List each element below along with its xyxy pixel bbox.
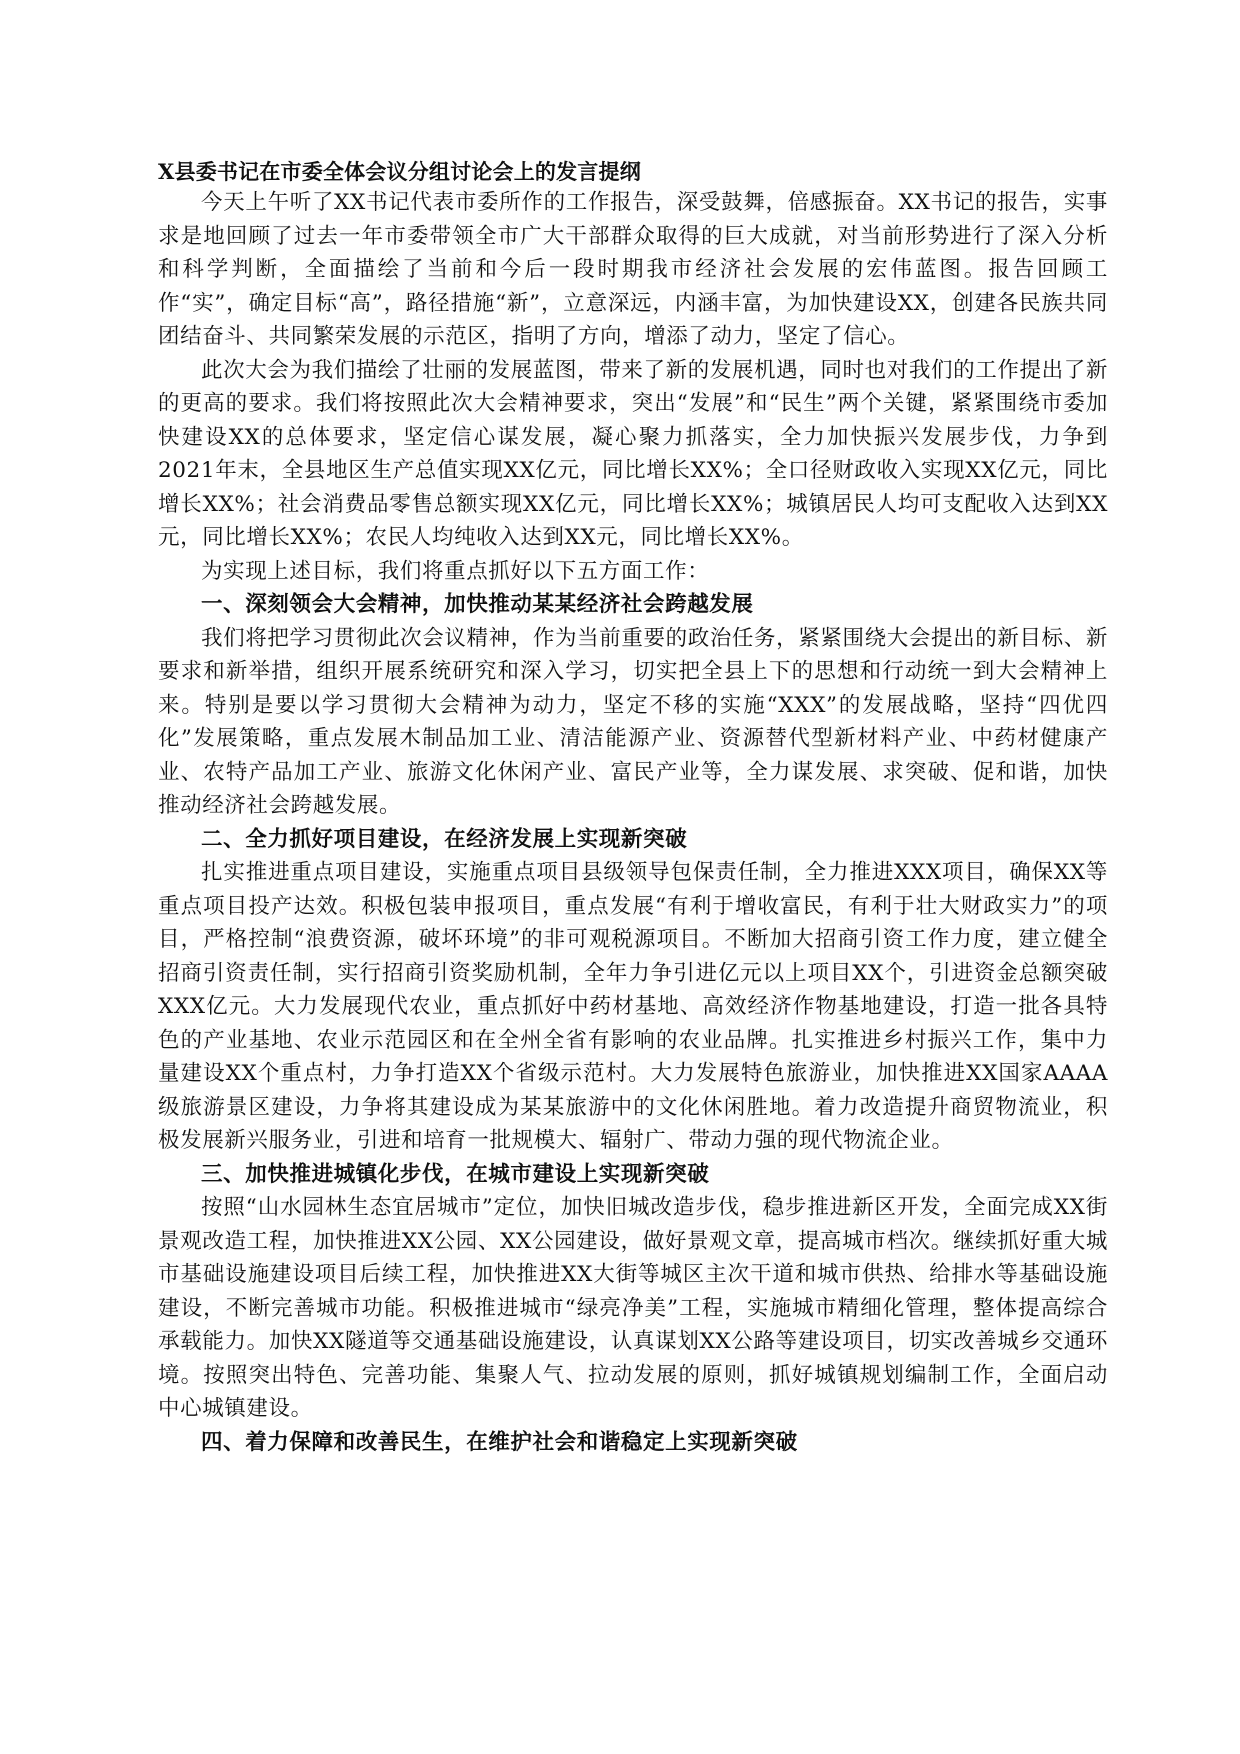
section-heading-1: 一、深刻领会大会精神，加快推动某某经济社会跨越发展 bbox=[201, 592, 754, 617]
paragraph-five-tasks: 为实现上述目标，我们将重点抓好以下五方面工作： bbox=[201, 558, 710, 584]
paragraph-section-3: 按照“山水园林生态宜居城市”定位，加快旧城改造步伐，稳步推进新区开发，全面完成XX街景观改造工程，加快推进XX公园、XX公园建设，做好景观文章，提高城市档次。继续抓好重大城市基础设施建设项目后续工程，加快推进XX大街等城区主次干道和城市供热、给排水等基础设施建设，不断完善城市功能。积极推进城市“绿亮净美”工程，实施城市精细化管理，整体提高综合承载能力。加快XX隧道等交通基础设施建设，认真谋划XX公路等建设项目，切实改善城乡交通环境。按照突出特色、完善功能、集聚人气、拉动发展的原则，抓好城镇规划编制工作，全面启动中心城镇建设。 bbox=[158, 1195, 1108, 1421]
section-heading-4: 四、着力保障和改善民生，在维护社会和谐稳定上实现新突破 bbox=[201, 1429, 798, 1455]
paragraph-section-2: 扎实推进重点项目建设，实施重点项目县级领导包保责任制，全力推进XXX项目，确保XX等重点项目投产达效。积极包装申报项目，重点发展“有利于增收富民，有利于壮大财政实力”的项目，严格控制“浪费资源，破坏环境”的非可观税源项目。不断加大招商引资工作力度，建立健全招商引资责任制，实行招商引资奖励机制，全年力争引进亿元以上项目XX个，引进资金总额突破XXX亿元。大力发展现代农业，重点抓好中药材基地、高效经济作物基地建设，打造一批各具特色的产业基地、农业示范园区和在全州全省有影响的农业品牌。扎实推进乡村振兴工作，集中力量建设XX个重点村，力争打造XX个省级示范村。大力发展特色旅游业，加快推进XX国家AAAA级旅游景区建设，力争将其建设成为某某旅游中的文化休闲胜地。着力改造提升商贸物流业，积极发展新兴服务业，引进和培育一批规模大、辐射广、带动力强的现代物流企业。 bbox=[158, 860, 1108, 1153]
paragraph-section-1: 我们将把学习贯彻此次会议精神，作为当前重要的政治任务，紧紧围绕大会提出的新目标、新要求和新举措，组织开展系统研究和深入学习，切实把全县上下的思想和行动统一到大会精神上来。特别是要以学习贯彻大会精神为动力，坚定不移的实施“XXX”的发展战略，坚持“四优四化”发展策略，重点发展木制品加工业、清洁能源产业、资源替代型新材料产业、中药材健康产业、农特产品加工产业、旅游文化休闲产业、富民产业等，全力谋发展、求突破、促和谐，加快推动经济社会跨越发展。 bbox=[158, 625, 1108, 818]
paragraph-intro-report: 今天上午听了XX书记代表市委所作的工作报告，深受鼓舞，倍感振奋。XX书记的报告，实事求是地回顾了过去一年市委带领全市广大干部群众取得的巨大成就，对当前形势进行了深入分析和科学判断，全面描绘了当前和今后一段时期我市经济社会发展的宏伟蓝图。报告回顾工作“实”，确定目标“高”，路径措施“新”，立意深远，内涵丰富，为加快建设XX，创建各民族共同团结奋斗、共同繁荣发展的示范区，指明了方向，增添了动力，坚定了信心。 bbox=[158, 190, 1108, 349]
section-heading-3: 三、加快推进城镇化步伐，在城市建设上实现新突破 bbox=[201, 1161, 710, 1187]
document-title: X县委书记在市委全体会议分组讨论会上的发言提纲 bbox=[158, 159, 641, 184]
section-heading-2: 二、全力抓好项目建设，在经济发展上实现新突破 bbox=[201, 826, 688, 852]
paragraph-goals: 此次大会为我们描绘了壮丽的发展蓝图，带来了新的发展机遇，同时也对我们的工作提出了新的更高的要求。我们将按照此次大会精神要求，突出“发展”和“民生”两个关键，紧紧围绕市委加快建设XX的总体要求，坚定信心谋发展，凝心聚力抓落实，全力加快振兴发展步伐，力争到2021年末，全县地区生产总值实现XX亿元，同比增长XX%；全口径财政收入实现XX亿元，同比增长XX%；社会消费品零售总额实现XX亿元，同比增长XX%；城镇居民人均可支配收入达到XX元，同比增长XX%；农民人均纯收入达到XX元，同比增长XX%。 bbox=[158, 357, 1108, 550]
